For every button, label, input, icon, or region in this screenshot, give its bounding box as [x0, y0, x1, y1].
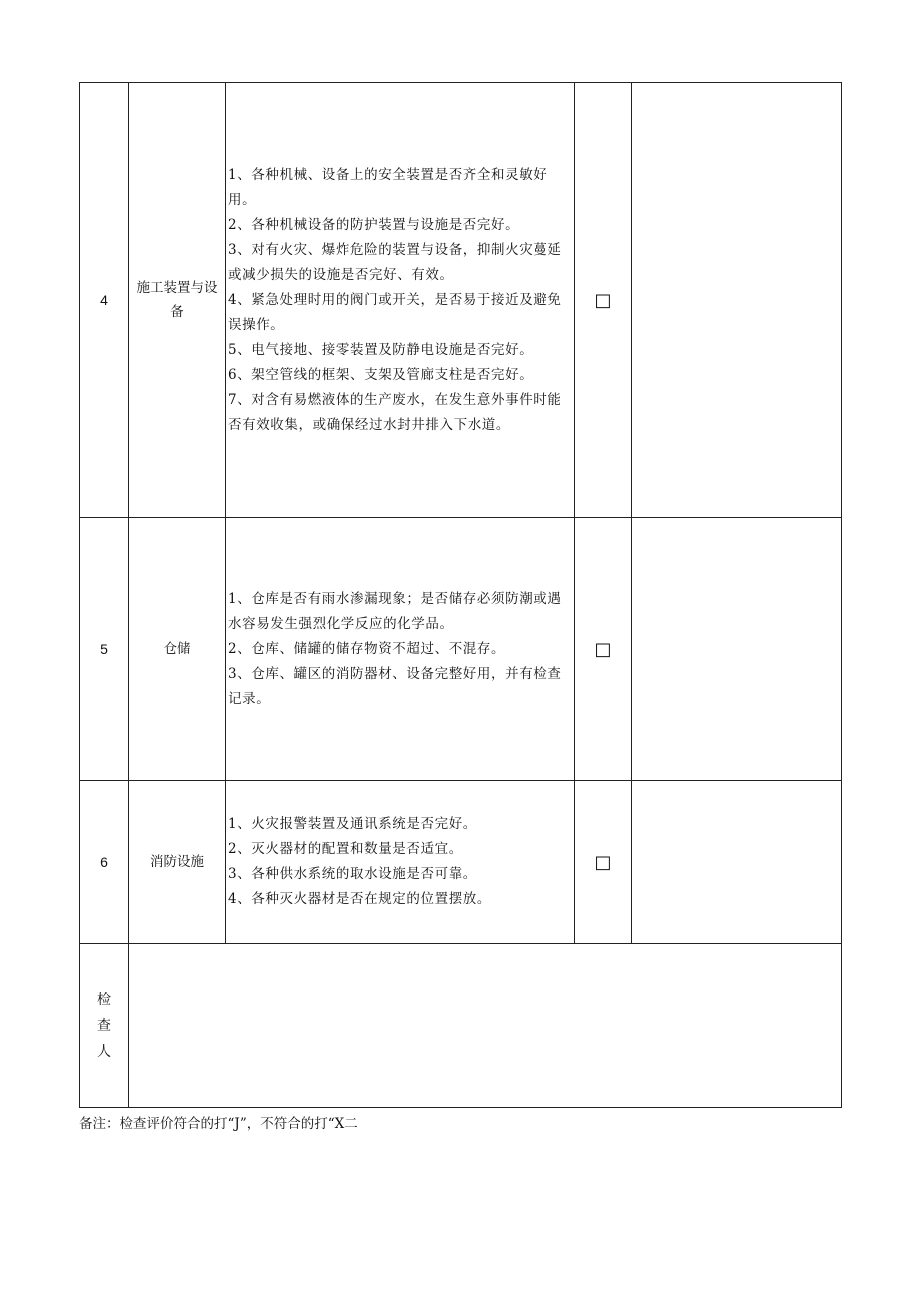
remark-cell[interactable]: [632, 83, 842, 518]
check-box[interactable]: □: [575, 781, 632, 944]
item-name: 施工装置与设备: [129, 83, 226, 518]
item-name: 消防设施: [129, 781, 226, 944]
content-line: 2、各种机械设备的防护装置与设施是否完好。: [228, 216, 520, 233]
content-line: 2、灭火器材的配置和数量是否适宜。: [228, 841, 463, 857]
inspector-label-char: 人: [97, 1043, 111, 1060]
row-number: 4: [80, 83, 129, 518]
row-number: 6: [80, 781, 129, 944]
content-line: 2、仓库、储罐的储存物资不超过、不混存。: [228, 640, 506, 657]
content-line: 3、仓库、罐区的消防器材、设备完整好用，并有检查记录。: [228, 665, 562, 707]
content-line: 4、各种灭火器材是否在规定的位置摆放。: [228, 891, 491, 907]
content-line: 7、对含有易燃液体的生产废水，在发生意外事件时能否有效收集，或确保经过水封井排入下水道。: [228, 391, 562, 433]
table-row: [80, 781, 842, 944]
table-row: [80, 518, 842, 781]
content-line: 3、各种供水系统的取水设施是否可靠。: [228, 866, 477, 882]
content-line: 1、火灾报警装置及通讯系统是否完好。: [228, 816, 477, 832]
inspector-field[interactable]: [129, 944, 842, 1108]
inspector-label-char: 查: [97, 1017, 111, 1034]
content-line: 5、电气接地、接零装置及防静电设施是否完好。: [228, 341, 534, 358]
row-number: 5: [80, 518, 129, 781]
item-name: 仓储: [129, 518, 226, 781]
inspection-content: [226, 83, 575, 518]
inspection-content: [226, 518, 575, 781]
inspector-label: [80, 944, 129, 1108]
inspector-label-char: 检: [97, 991, 111, 1008]
content-line: 6、架空管线的框架、支架及管廊支柱是否完好。: [228, 366, 534, 383]
content-line: 4、紧急处理时用的阀门或开关，是否易于接近及避免误操作。: [228, 291, 562, 333]
content-line: 1、各种机械、设备上的安全装置是否齐全和灵敏好用。: [228, 166, 548, 208]
content-line: 1、仓库是否有雨水渗漏现象；是否储存必须防潮或遇水容易发生强烈化学反应的化学品。: [228, 590, 562, 632]
table-row: [80, 83, 842, 518]
inspector-row: [80, 944, 842, 1108]
content-line: 3、对有火灾、爆炸危险的装置与设备，抑制火灾蔓延或减少损失的设施是否完好、有效。: [228, 241, 562, 283]
inspection-content: [226, 781, 575, 944]
remark-cell[interactable]: [632, 781, 842, 944]
inspection-table: [79, 82, 842, 1108]
check-box[interactable]: □: [575, 518, 632, 781]
remark-cell[interactable]: [632, 518, 842, 781]
footnote: 备注：检查评价符合的打“J”，不符合的打“X二: [79, 1116, 358, 1132]
check-box[interactable]: □: [575, 83, 632, 518]
